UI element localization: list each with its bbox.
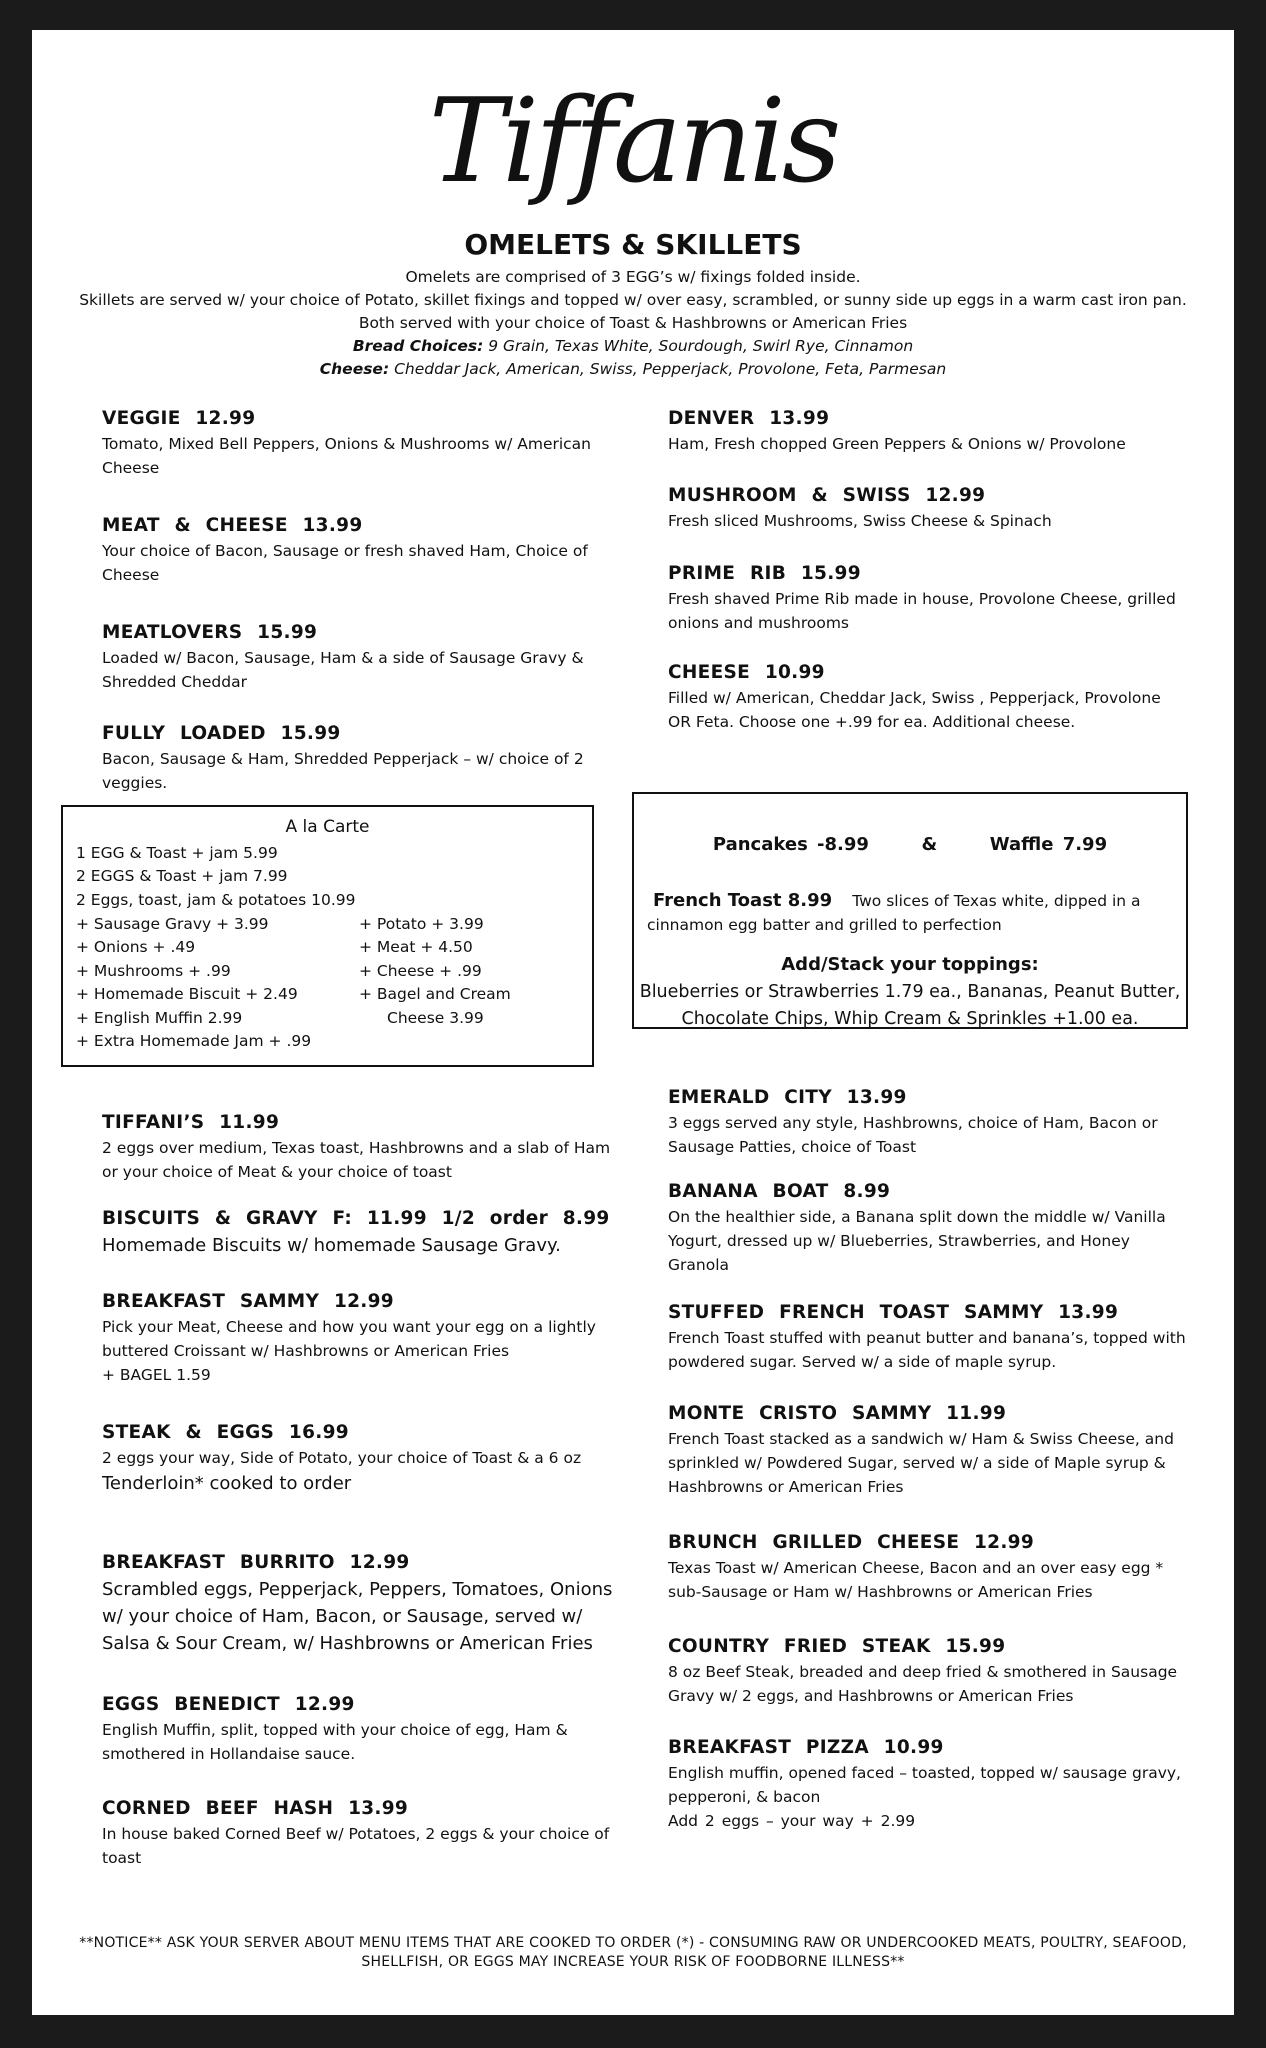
item-title: BISCUITS & GRAVY F: 11.99 1/2 order 8.99 xyxy=(102,1208,610,1229)
item-desc: 2 eggs over medium, Texas toast, Hashbrowns and a slab of Ham or your choice of Meat & your choice of toast xyxy=(102,1139,611,1181)
a-la-carte-line: + Potato + 3.99 xyxy=(359,915,484,933)
menu-item xyxy=(668,563,1188,635)
menu-item xyxy=(102,1798,622,1870)
a-la-carte-line: + Bagel and Cream xyxy=(359,985,511,1003)
item-title: STEAK & EGGS 16.99 xyxy=(102,1422,349,1443)
bread-choices xyxy=(32,335,1234,358)
food-safety-notice: **NOTICE** ASK YOUR SERVER ABOUT MENU ITEMS THAT ARE COOKED TO ORDER (*) - CONSUMING RAW OR UNDERCOOKED MEATS, POULTRY, SEAFOOD, SHELLFISH, OR EGGS MAY INCREASE YOUR RISK OF FOODBORNE ILLNESS** xyxy=(79,1935,1187,1970)
item-title: PRIME RIB 15.99 xyxy=(668,563,861,584)
item-desc: Scrambled eggs, Pepperjack, Peppers, Tomatoes, Onions w/ your choice of Ham, Bacon, or Sausage, served w/ Salsa & Sour Cream, w/ Hashbrowns or American Fries xyxy=(102,1579,613,1654)
french-toast-desc: Two slices of Texas white, dipped in a cinnamon egg batter and grilled to perfection xyxy=(647,892,1141,934)
a-la-carte-box xyxy=(61,805,594,1067)
a-la-carte-line: + Meat + 4.50 xyxy=(359,938,473,956)
item-desc: Your choice of Bacon, Sausage or fresh shaved Ham, Choice of Cheese xyxy=(102,542,588,584)
item-desc: English muffin, opened faced – toasted, topped w/ sausage gravy, pepperoni, & bacon xyxy=(668,1764,1181,1806)
cheese-choices xyxy=(32,358,1234,381)
a-la-carte-line: + Cheese + .99 xyxy=(359,962,482,980)
menu-item xyxy=(102,1208,622,1259)
french-toast xyxy=(647,889,1167,937)
bread-value: 9 Grain, Texas White, Sourdough, Swirl Rye, Cinnamon xyxy=(483,337,914,355)
item-desc: Fresh sliced Mushrooms, Swiss Cheese & Spinach xyxy=(668,512,1052,530)
item-title: MUSHROOM & SWISS 12.99 xyxy=(668,485,986,506)
item-title: CORNED BEEF HASH 13.99 xyxy=(102,1798,409,1819)
item-title: MONTE CRISTO SAMMY 11.99 xyxy=(668,1403,1007,1424)
item-title: BREAKFAST BURRITO 12.99 xyxy=(102,1552,410,1573)
cheese-label: Cheese: xyxy=(319,360,390,378)
menu-item xyxy=(668,1403,1188,1499)
a-la-carte-line: 2 Eggs, toast, jam & potatoes 10.99 xyxy=(76,891,356,909)
item-title: VEGGIE 12.99 xyxy=(102,408,256,429)
waffle-price: Waffle 7.99 xyxy=(989,834,1108,855)
menu-item xyxy=(102,1291,622,1387)
menu-item xyxy=(102,1694,622,1766)
item-title: STUFFED FRENCH TOAST SAMMY 13.99 xyxy=(668,1302,1119,1323)
item-desc: French Toast stuffed with peanut butter and banana’s, topped with powdered sugar. Served w/ a side of maple syrup. xyxy=(668,1329,1186,1371)
item-desc: Homemade Biscuits w/ homemade Sausage Gravy. xyxy=(102,1235,561,1256)
pancake-waffle-heading xyxy=(634,834,1186,855)
item-desc: Pick your Meat, Cheese and how you want your egg on a lightly buttered Croissant w/ Hashbrowns or American Fries xyxy=(102,1318,596,1360)
intro-line: Omelets are comprised of 3 EGG’s w/ fixings folded inside. xyxy=(405,268,861,286)
toppings-title: Add/Stack your toppings: xyxy=(781,954,1039,975)
item-desc: On the healthier side, a Banana split down the middle w/ Vanilla Yogurt, dressed up w/ Blueberries, Strawberries, and Honey Granola xyxy=(668,1208,1166,1274)
a-la-carte-line: + Mushrooms + .99 xyxy=(76,962,231,980)
item-desc: 2 eggs your way, Side of Potato, your choice of Toast & a 6 oz xyxy=(102,1449,582,1467)
item-extra: + BAGEL 1.59 xyxy=(102,1366,211,1384)
menu-item xyxy=(668,1087,1188,1159)
menu-item xyxy=(102,515,602,587)
item-desc: Bacon, Sausage & Ham, Shredded Pepperjack – w/ choice of 2 veggies. xyxy=(102,750,584,792)
ampersand: & xyxy=(921,834,938,855)
a-la-carte-line: + Extra Homemade Jam + .99 xyxy=(76,1032,312,1050)
item-extra: Tenderloin* cooked to order xyxy=(102,1473,352,1494)
a-la-carte-line: Cheese 3.99 xyxy=(387,1009,484,1027)
intro-line: Skillets are served w/ your choice of Potato, skillet fixings and topped w/ over easy, scrambled, or sunny side up eggs in a warm cast iron pan. xyxy=(79,291,1187,309)
a-la-carte-line: 1 EGG & Toast + jam 5.99 xyxy=(76,844,278,862)
section-title: OMELETS & SKILLETS xyxy=(464,228,802,261)
menu-item xyxy=(102,1422,622,1497)
a-la-carte-line: + English Muffin 2.99 xyxy=(76,1009,243,1027)
menu-item xyxy=(668,1302,1188,1374)
menu-item xyxy=(668,1181,1188,1277)
item-desc: Ham, Fresh chopped Green Peppers & Onions w/ Provolone xyxy=(668,435,1126,453)
cheese-value: Cheddar Jack, American, Swiss, Pepperjack, Provolone, Feta, Parmesan xyxy=(389,360,947,378)
item-title: BANANA BOAT 8.99 xyxy=(668,1181,891,1202)
a-la-carte-line: + Sausage Gravy + 3.99 xyxy=(76,915,269,933)
a-la-carte-title: A la Carte xyxy=(285,817,370,837)
item-desc: Loaded w/ Bacon, Sausage, Ham & a side of Sausage Gravy & Shredded Cheddar xyxy=(102,649,584,691)
menu-item xyxy=(668,408,1188,456)
menu-item xyxy=(102,622,602,694)
item-title: DENVER 13.99 xyxy=(668,408,830,429)
pancakes-price: Pancakes -8.99 xyxy=(712,834,869,855)
menu-item xyxy=(102,1112,622,1184)
item-desc: 3 eggs served any style, Hashbrowns, choice of Ham, Bacon or Sausage Patties, choice of Toast xyxy=(668,1114,1158,1156)
menu-item xyxy=(668,485,1188,533)
item-title: FULLY LOADED 15.99 xyxy=(102,723,341,744)
menu-item xyxy=(668,1737,1188,1833)
item-title: MEAT & CHEESE 13.99 xyxy=(102,515,363,536)
item-title: BRUNCH GRILLED CHEESE 12.99 xyxy=(668,1532,1035,1553)
item-desc: English Muffin, split, topped with your choice of egg, Ham & smothered in Hollandaise sauce. xyxy=(102,1721,568,1763)
item-title: EGGS BENEDICT 12.99 xyxy=(102,1694,355,1715)
item-title: EMERALD CITY 13.99 xyxy=(668,1087,907,1108)
menu-item xyxy=(102,723,602,795)
a-la-carte-line: + Homemade Biscuit + 2.49 xyxy=(76,985,298,1003)
item-desc: In house baked Corned Beef w/ Potatoes, 2 eggs & your choice of toast xyxy=(102,1825,610,1867)
item-title: COUNTRY FRIED STEAK 15.99 xyxy=(668,1636,1006,1657)
item-title: CHEESE 10.99 xyxy=(668,662,825,683)
menu-item xyxy=(668,1532,1188,1604)
toppings-line: Chocolate Chips, Whip Cream & Sprinkles +1.00 ea. xyxy=(681,1009,1139,1029)
item-title: BREAKFAST SAMMY 12.99 xyxy=(102,1291,394,1312)
menu-item xyxy=(102,1552,622,1657)
french-toast-title: French Toast 8.99 xyxy=(653,890,833,911)
restaurant-logo: Tiffanis xyxy=(428,74,838,209)
bread-label: Bread Choices: xyxy=(352,337,484,355)
item-desc: Fresh shaved Prime Rib made in house, Provolone Cheese, grilled onions and mushrooms xyxy=(668,590,1176,632)
item-extra: Add 2 eggs – your way + 2.99 xyxy=(668,1812,916,1830)
menu-item xyxy=(668,1636,1188,1708)
item-title: MEATLOVERS 15.99 xyxy=(102,622,318,643)
toppings-line: Blueberries or Strawberries 1.79 ea., Bananas, Peanut Butter, xyxy=(639,982,1181,1002)
menu-item xyxy=(668,662,1188,734)
menu-item xyxy=(102,408,602,480)
item-title: TIFFANI’S 11.99 xyxy=(102,1112,280,1133)
item-desc: 8 oz Beef Steak, breaded and deep fried & smothered in Sausage Gravy w/ 2 eggs, and Hashbrowns or American Fries xyxy=(668,1663,1178,1705)
menu-page xyxy=(32,30,1234,2015)
item-desc: Tomato, Mixed Bell Peppers, Onions & Mushrooms w/ American Cheese xyxy=(102,435,591,477)
item-desc: Texas Toast w/ American Cheese, Bacon and an over easy egg * sub-Sausage or Ham w/ Hashbrowns or American Fries xyxy=(668,1559,1164,1601)
pancake-waffle-box xyxy=(632,792,1188,1029)
a-la-carte-line: 2 EGGS & Toast + jam 7.99 xyxy=(76,867,288,885)
item-title: BREAKFAST PIZZA 10.99 xyxy=(668,1737,944,1758)
a-la-carte-line: + Onions + .49 xyxy=(76,938,196,956)
item-desc: Filled w/ American, Cheddar Jack, Swiss , Pepperjack, Provolone OR Feta. Choose one +.99 for ea. Additional cheese. xyxy=(668,689,1161,731)
intro-line: Both served with your choice of Toast & Hashbrowns or American Fries xyxy=(358,314,908,332)
item-desc: French Toast stacked as a sandwich w/ Ham & Swiss Cheese, and sprinkled w/ Powdered Sugar, served w/ a side of Maple syrup & Hashbrowns or American Fries xyxy=(668,1430,1174,1496)
